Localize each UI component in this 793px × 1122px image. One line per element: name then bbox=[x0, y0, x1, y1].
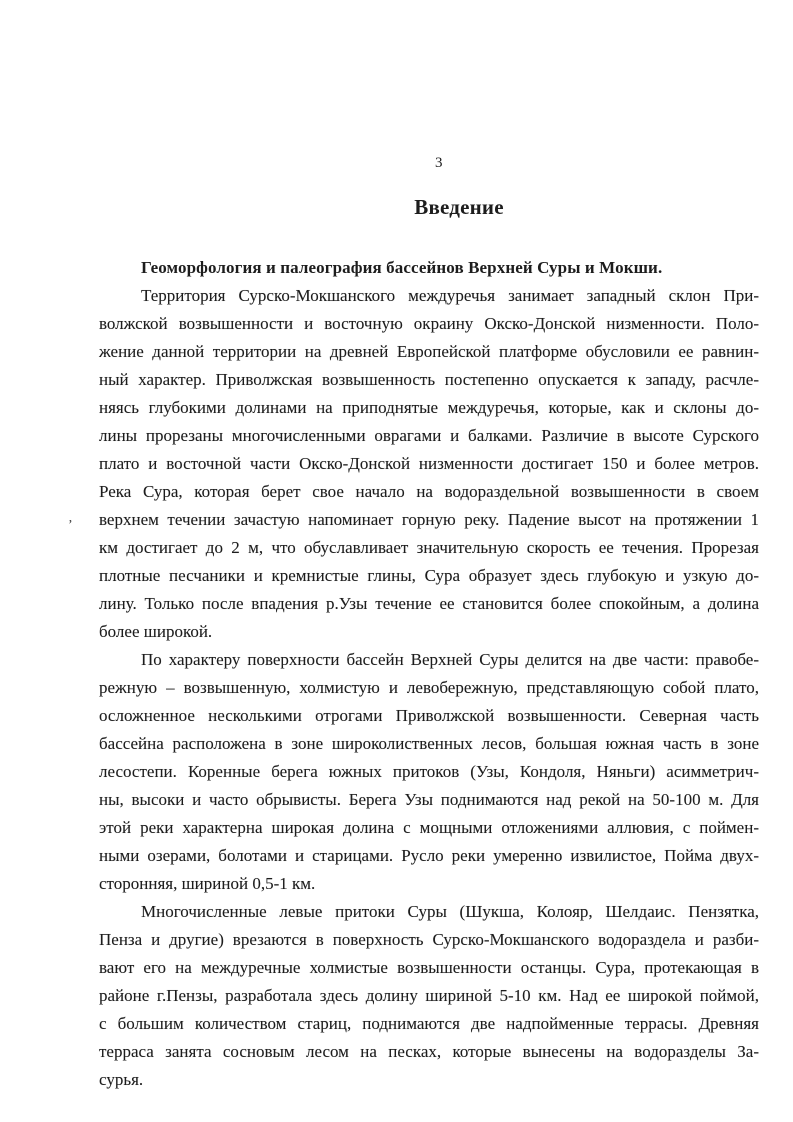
paragraph bbox=[99, 898, 759, 1094]
text-column bbox=[99, 0, 759, 1094]
text-line: режную – возвышенную, холмистую и левобережную, представляющую собой плато, bbox=[99, 678, 759, 697]
text-line: ный характер. Приволжская возвышенность постепенно опускается к западу, расчле- bbox=[99, 370, 759, 389]
text-line: плотные песчаники и кремнистые глины, Сура образует здесь глубокую и узкую до- bbox=[99, 566, 759, 585]
text-line: осложненное несколькими отрогами Приволжской возвышенности. Северная часть bbox=[99, 706, 759, 725]
text-line: Многочисленные левые притоки Суры (Шукша, Колояр, Шелдаис. Пензятка, bbox=[141, 902, 759, 921]
paragraph bbox=[99, 646, 759, 898]
text-line: Река Сура, которая берет свое начало на водораздельной возвышенности в своем bbox=[99, 482, 759, 501]
text-line: ны, высоки и часто обрывисты. Берега Узы поднимаются над рекой на 50-100 м. Для bbox=[99, 790, 759, 809]
text-line: По характеру поверхности бассейн Верхней Суры делится на две части: правобе- bbox=[141, 650, 759, 669]
text-line: верхнем течении зачастую напоминает горную реку. Падение высот на протяжении 1 bbox=[99, 510, 759, 529]
text-line: Территория Сурско-Мокшанского междуречья занимает западный склон При- bbox=[141, 286, 759, 305]
text-line: бассейна расположена в зоне широколиственных лесов, большая южная часть в зоне bbox=[99, 734, 759, 753]
text-line: более широкой. bbox=[99, 622, 213, 641]
text-line: Пенза и другие) врезаются в поверхность Сурско-Мокшанского водораздела и разби- bbox=[99, 930, 759, 949]
scan-speck: ’ bbox=[68, 518, 73, 533]
text-line: сурья. bbox=[99, 1070, 144, 1089]
text-line: вают его на междуречные холмистые возвышенности останцы. Сура, протекающая в bbox=[99, 958, 759, 977]
text-line: няясь глубокими долинами на приподнятые междуречья, которые, как и склоны до- bbox=[99, 398, 759, 417]
section-heading: Геоморфология и палеография бассейнов Верхней Суры и Мокши. bbox=[141, 258, 663, 277]
text-line: терраса занята сосновым лесом на песках, которые вынесены на водоразделы За- bbox=[99, 1042, 759, 1061]
text-line: жение данной территории на древней Европейской платформе обусловили ее равнин- bbox=[99, 342, 759, 361]
text-line: плато и восточной части Окско-Донской низменности достигает 150 и более метров. bbox=[99, 454, 759, 473]
page-title: Введение bbox=[414, 195, 504, 219]
body-paragraphs bbox=[99, 282, 759, 1094]
text-line: лесостепи. Коренные берега южных притоков (Узы, Кондоля, Няньги) асимметрич- bbox=[99, 762, 759, 781]
text-line: с большим количеством стариц, поднимаются две надпойменные террасы. Древняя bbox=[99, 1014, 759, 1033]
text-line: сторонняя, шириной 0,5-1 км. bbox=[99, 874, 316, 893]
text-line: лину. Только после впадения р.Узы течение ее становится более спокойным, а долина bbox=[99, 594, 759, 613]
text-line: км достигает до 2 м, что обуславливает значительную скорость ее течения. Прорезая bbox=[99, 538, 759, 557]
text-line: волжской возвышенности и восточную окраину Окско-Донской низменности. Поло- bbox=[99, 314, 759, 333]
text-line: районе г.Пензы, разработала здесь долину шириной 5-10 км. Над ее широкой поймой, bbox=[99, 986, 759, 1005]
text-line: этой реки характерна широкая долина с мощными отложениями аллювия, с поймен- bbox=[99, 818, 759, 837]
text-line: ными озерами, болотами и старицами. Русло реки умеренно извилистое, Пойма двух- bbox=[99, 846, 759, 865]
paragraph bbox=[99, 282, 759, 646]
page-number: 3 bbox=[435, 155, 443, 171]
text-line: лины прорезаны многочисленными оврагами и балками. Различие в высоте Сурского bbox=[99, 426, 759, 445]
